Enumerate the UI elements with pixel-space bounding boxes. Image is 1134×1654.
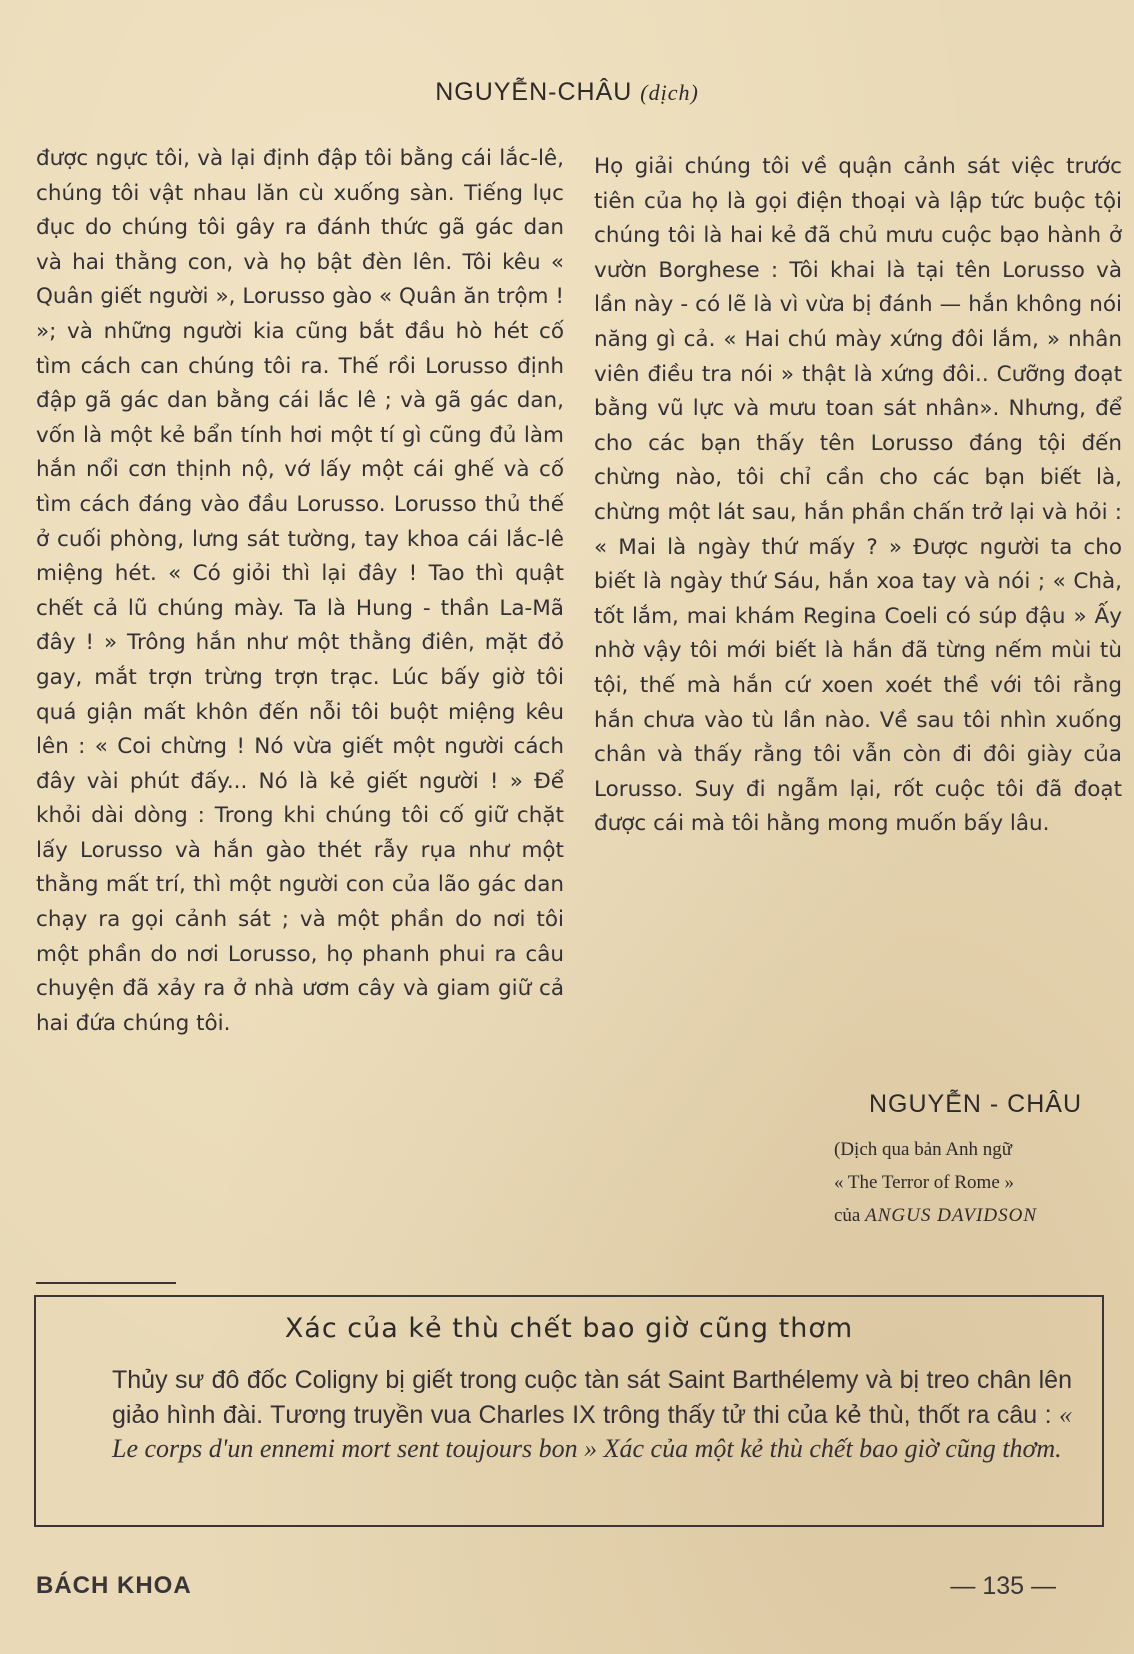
anecdote-quote: « Le corps d'un ennemi mort sent toujours bon » Xác của một kẻ thù chết bao giờ cũng thơm. — [112, 1399, 1072, 1463]
article-left-column — [36, 142, 564, 1041]
page-number: — 135 — — [950, 1572, 1056, 1600]
anecdote-body: Thủy sư đô đốc Coligny bị giết trong cuộc tàn sát Saint Barthélemy và bị treo chân lên giảo hình đài. Tương truyền vua Charles IX trông thấy tử thi của kẻ thù, thốt ra câu : — [112, 1366, 1072, 1429]
signature-line-1: (Dịch qua bản Anh ngữ — [834, 1139, 1013, 1160]
article-right-column — [594, 150, 1122, 842]
signature-original-author: ANGUS DAVIDSON — [865, 1205, 1038, 1226]
magazine-name: BÁCH KHOA — [36, 1572, 192, 1599]
left-column-text: được ngực tôi, và lại định đập tôi bằng cái lắc-lê, chúng tôi vật nhau lăn cù xuống sàn. Tiếng lục đục do chúng tôi gây ra đánh thức gã gác dan và hai thằng con, và họ bật đèn lên. Tôi kêu « Quân giết người », Lorusso gào « Quân ăn trộm ! »; và những người kia cũng bắt đầu hò hét cố tìm cách can chúng tôi ra. Thế rồi Lorusso định đập gã gác dan bằng cái lắc lê ; và gã gác dan, vốn là một kẻ bẩn tính hơi một tí gì cũng đủ làm hắn nổi cơn thịnh nộ, vớ lấy một cái ghế và cố tìm cách đáng vào đầu Lorusso. Lorusso thủ thế ở cuối phòng, lưng sát tường, tay khoa cái lắc-lê miệng hét. « Có giỏi thì lại đây ! Tao thì quật chết cả lũ chúng mày. Ta là Hung - thần La-Mã đây ! » Trông hắn như một thằng điên, mặt đỏ gay, mắt trợn trừng trợn trạc. Lúc bấy giờ tôi quá giận mất khôn đến nỗi tôi buột miệng kêu lên : « Coi chừng ! Nó vừa giết một người cách đây vài phút đấy... Nó là kẻ giết người ! » Để khỏi dài dòng : Trong khi chúng tôi cố giữ chặt lấy Lorusso và hắn gào thét rẫy rụa như một thằng mất trí, thì một người con của lão gác dan chạy ra gọi cảnh sát ; và một phần do nơi tôi một phần do nơi Lorusso, họ phanh phui ra câu chuyện đã xảy ra ở nhà ươm cây và giam giữ cả hai đứa chúng tôi. — [36, 146, 564, 1036]
translator-signature — [594, 1090, 1122, 1232]
anecdote-box — [34, 1295, 1104, 1527]
signature-source — [594, 1133, 1122, 1232]
header-author: NGUYỄN-CHÂU — [435, 78, 633, 106]
anecdote-title: Xác của kẻ thù chết bao giờ cũng thơm — [284, 1313, 854, 1344]
signature-name: NGUYỄN - CHÂU — [868, 1090, 1082, 1118]
right-column-text: Họ giải chúng tôi về quận cảnh sát việc trước tiên của họ là gọi điện thoại và lập tức buộc tội chúng tôi là hai kẻ đã chủ mưu cuộc bạo hành ở vườn Borghese : Tôi khai là tại tên Lorusso và lần này - có lẽ là vì vừa bị đánh — hắn không nói năng gì cả. « Hai chú mày xứng đôi lắm, » nhân viên điều tra nói » thật là xứng đôi.. Cưỡng đoạt bằng vũ lực và mưu toan sát nhân». Nhưng, để cho các bạn thấy tên Lorusso đáng tội đến chừng nào, tôi chỉ cần cho các bạn biết là, chừng một lát sau, hắn phần chấn trở lại và hỏi : « Mai là ngày thứ mấy ? » Được người ta cho biết là ngày thứ Sáu, hắn xoa tay và nói ; « Chà, tốt lắm, mai khám Regina Coeli có súp đậu » Ấy nhờ vậy tôi mới biết là hắn đã từng nếm mùi tù tội, thế mà hắn cứ xoen xoét thề với tôi rằng hắn chưa vào tù lần nào. Về sau tôi nhìn xuống chân và thấy rằng tôi vẫn còn đi đôi giày của Lorusso. Suy đi ngẫm lại, rốt cuộc tôi đã đoạt được cái mà tôi hằng mong muốn bấy lâu. — [594, 154, 1122, 837]
signature-prefix: của — [834, 1205, 861, 1226]
page-header — [0, 78, 1134, 107]
anecdote-text — [112, 1363, 1072, 1467]
column-end-rule — [36, 1282, 176, 1284]
signature-line-3 — [834, 1199, 1122, 1232]
signature-line-2: « The Terror of Rome » — [834, 1172, 1015, 1193]
header-translator-note: (dịch) — [640, 80, 699, 105]
